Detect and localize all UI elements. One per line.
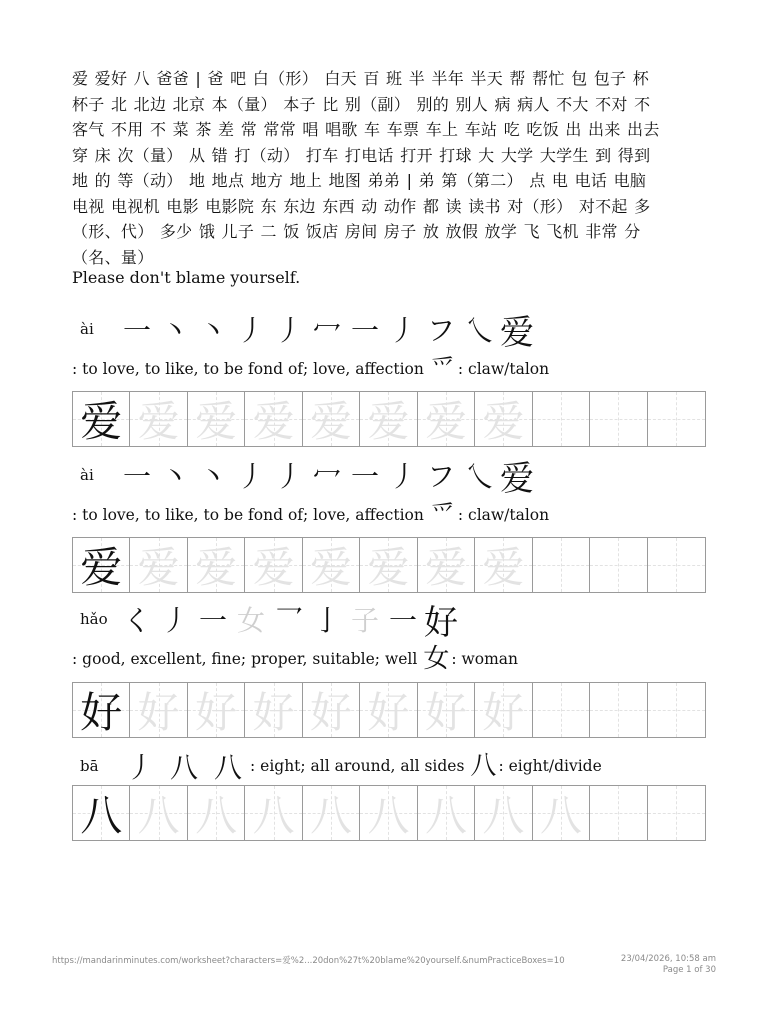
stroke-step: 丶: [160, 460, 189, 493]
radical-meaning: : claw/talon: [457, 360, 550, 378]
practice-box[interactable]: [73, 538, 130, 592]
trace-character: 爱: [195, 397, 238, 446]
stroke-step: 丿: [236, 314, 265, 347]
meaning-line: [72, 356, 549, 382]
trace-character: 爱: [367, 397, 410, 446]
trace-character: 爱: [195, 543, 238, 592]
model-character: 爱: [80, 543, 123, 592]
stroke-step: く: [122, 604, 151, 637]
stroke-step: 八: [169, 751, 198, 784]
vocabulary-line: （名、量）: [72, 247, 154, 267]
trace-character: 好: [310, 688, 353, 737]
pinyin-label: ài: [80, 466, 94, 484]
trace-character: [590, 538, 646, 592]
practice-box[interactable]: [360, 538, 417, 592]
trace-character: 爱: [252, 397, 295, 446]
practice-box[interactable]: [648, 786, 705, 840]
trace-character: 八: [482, 791, 525, 840]
trace-character: [533, 392, 589, 446]
practice-box[interactable]: [130, 683, 187, 737]
radical-glyph: 女: [423, 644, 450, 674]
stroke-step: 一: [122, 460, 151, 493]
stroke-step: 一: [198, 604, 227, 637]
stroke-final-character: 好: [424, 602, 458, 643]
practice-box[interactable]: [188, 683, 245, 737]
stroke-step: 丿: [160, 604, 189, 637]
practice-box[interactable]: [130, 392, 187, 446]
stroke-sequence: [118, 305, 536, 354]
stroke-step: 乀: [464, 460, 493, 493]
model-character: 八: [80, 791, 123, 840]
trace-character: 好: [482, 688, 525, 737]
trace-character: 八: [195, 791, 238, 840]
vocabulary-line: 电视 电视机 电影 电影院 东 东边 东西 动 动作 都 读 读书 对（形） 对不起 多: [72, 196, 651, 216]
trace-character: [648, 786, 705, 840]
stroke-step: 女: [236, 604, 265, 637]
practice-grid: [72, 537, 706, 593]
practice-box[interactable]: [590, 538, 647, 592]
practice-grid: [72, 391, 706, 447]
practice-box[interactable]: [245, 538, 302, 592]
stroke-step: 乀: [464, 314, 493, 347]
practice-box[interactable]: [245, 683, 302, 737]
practice-box[interactable]: [245, 786, 302, 840]
trace-character: 八: [367, 791, 410, 840]
stroke-order-row: [80, 596, 460, 642]
vocabulary-line: 穿 床 次（量） 从 错 打（动） 打车 打电话 打开 打球 大 大学 大学生 到 得到: [72, 145, 651, 165]
trace-character: [590, 683, 646, 737]
trace-character: 好: [252, 688, 295, 737]
vocabulary-list: [72, 66, 692, 270]
radical-meaning: : claw/talon: [457, 506, 550, 524]
stroke-step: 丿: [274, 460, 303, 493]
stroke-sequence: [118, 595, 460, 644]
radical-glyph: 爫: [429, 354, 456, 384]
trace-character: 八: [252, 791, 295, 840]
stroke-step: 丿: [125, 751, 154, 784]
trace-character: 爱: [424, 397, 467, 446]
trace-character: [648, 683, 705, 737]
practice-box[interactable]: [475, 392, 532, 446]
footer-page-number: Page 1 of 30: [662, 965, 716, 975]
vocabulary-line: 地 的 等（动） 地 地点 地方 地上 地图 弟弟 | 弟 第（第二） 点 电 电话 电脑: [72, 171, 647, 190]
trace-character: 八: [310, 791, 353, 840]
stroke-step: 丿: [388, 460, 417, 493]
pinyin-label: ài: [80, 320, 94, 338]
meaning-line: [72, 502, 549, 528]
practice-box[interactable]: [418, 683, 475, 737]
practice-box[interactable]: [533, 392, 590, 446]
stroke-step: 一: [122, 314, 151, 347]
practice-box[interactable]: [590, 392, 647, 446]
vocabulary-line: 爱 爱好 八 爸爸 | 爸 吧 白（形） 白天 百 班 半 半年 半天 帮 帮忙 包 包子 杯: [72, 69, 650, 88]
vocabulary-line: 杯子 北 北边 北京 本（量） 本子 比 别（副） 别的 别人 病 病人 不大 不对 不: [72, 94, 651, 114]
trace-character: 爱: [367, 543, 410, 592]
trace-character: 八: [539, 791, 582, 840]
meaning-text: : to love, to like, to be fond of; love, affection: [72, 360, 424, 378]
practice-box[interactable]: [533, 786, 590, 840]
footer-meta: [621, 954, 716, 976]
stroke-final-character: 爱: [500, 312, 534, 353]
practice-box[interactable]: [590, 786, 647, 840]
stroke-step: 丿: [236, 460, 265, 493]
meaning-text: : to love, to like, to be fond of; love, affection: [72, 506, 424, 524]
stroke-step: 冖: [312, 314, 341, 347]
stroke-step: 乛: [274, 604, 303, 637]
practice-box[interactable]: [130, 786, 187, 840]
pinyin-label: bā: [80, 757, 99, 775]
stroke-step: 丿: [274, 314, 303, 347]
practice-box[interactable]: [73, 786, 130, 840]
trace-character: 爱: [310, 397, 353, 446]
practice-box[interactable]: [360, 392, 417, 446]
trace-character: [533, 538, 589, 592]
stroke-step: 一: [388, 604, 417, 637]
stroke-order-row: [80, 746, 602, 786]
footer-url: https://mandarinminutes.com/worksheet?characters=爱%2...20don%27t%20blame%20yourself.&numPracticeBoxes=10: [52, 956, 565, 966]
practice-box[interactable]: [418, 392, 475, 446]
trace-character: 八: [137, 791, 180, 840]
vocabulary-line: （形、代） 多少 饿 儿子 二 饭 饭店 房间 房子 放 放假 放学 飞 飞机 非常 分: [72, 222, 641, 241]
trace-character: 爱: [137, 543, 180, 592]
practice-grid: [72, 785, 706, 841]
radical-meaning: : woman: [451, 650, 519, 668]
practice-box[interactable]: [360, 786, 417, 840]
trace-character: [648, 392, 705, 446]
practice-box[interactable]: [590, 683, 647, 737]
meaning-line: [72, 646, 518, 672]
practice-sentence: Please don't blame yourself.: [72, 268, 301, 287]
vocabulary-line: 客气 不用 不 菜 茶 差 常 常常 唱 唱歌 车 车票 车上 车站 吃 吃饭 出 出来 出去: [72, 120, 660, 139]
footer-datetime: 23/04/2026, 10:58 am: [620, 954, 716, 964]
stroke-final-character: 爱: [500, 458, 534, 499]
trace-character: 爱: [482, 397, 525, 446]
practice-box[interactable]: [188, 392, 245, 446]
stroke-step: 丶: [160, 314, 189, 347]
model-character: 好: [80, 688, 123, 737]
stroke-step: 冖: [312, 460, 341, 493]
trace-character: 爱: [252, 543, 295, 592]
meaning-text: : good, excellent, fine; proper, suitable; well: [72, 650, 418, 668]
practice-box[interactable]: [73, 392, 130, 446]
radical-meaning: : eight/divide: [498, 757, 602, 775]
trace-character: 爱: [482, 543, 525, 592]
stroke-step: 丿: [388, 314, 417, 347]
practice-box[interactable]: [188, 786, 245, 840]
practice-box[interactable]: [475, 538, 532, 592]
practice-box[interactable]: [73, 683, 130, 737]
pinyin-label: hǎo: [80, 610, 108, 628]
practice-box[interactable]: [188, 538, 245, 592]
stroke-step: 一: [350, 314, 379, 347]
stroke-step: 亅: [312, 604, 341, 637]
stroke-step: 丶: [198, 460, 227, 493]
trace-character: [590, 786, 646, 840]
practice-box[interactable]: [475, 683, 532, 737]
trace-character: 爱: [424, 543, 467, 592]
practice-box[interactable]: [475, 786, 532, 840]
trace-character: 好: [137, 688, 180, 737]
trace-character: 爱: [310, 543, 353, 592]
trace-character: 八: [424, 791, 467, 840]
practice-box[interactable]: [130, 538, 187, 592]
trace-character: [590, 392, 646, 446]
trace-character: 好: [424, 688, 467, 737]
practice-box[interactable]: [303, 786, 360, 840]
practice-box[interactable]: [533, 538, 590, 592]
practice-box[interactable]: [418, 538, 475, 592]
stroke-sequence: [118, 451, 536, 500]
practice-box[interactable]: [648, 392, 705, 446]
practice-box[interactable]: [303, 392, 360, 446]
stroke-step: フ: [426, 460, 455, 493]
practice-box[interactable]: [245, 392, 302, 446]
practice-grid: [72, 682, 706, 738]
stroke-order-row: [80, 306, 536, 352]
trace-character: 爱: [137, 397, 180, 446]
stroke-final-character: 八: [213, 751, 242, 784]
radical-glyph: 爫: [429, 500, 456, 530]
model-character: 爱: [80, 397, 123, 446]
trace-character: 好: [195, 688, 238, 737]
practice-box[interactable]: [418, 786, 475, 840]
meaning-text: : eight; all around, all sides: [250, 757, 465, 775]
stroke-step: 子: [350, 604, 379, 637]
practice-box[interactable]: [648, 683, 705, 737]
stroke-step: 丶: [198, 314, 227, 347]
stroke-order-row: [80, 452, 536, 498]
practice-box[interactable]: [303, 538, 360, 592]
practice-box[interactable]: [648, 538, 705, 592]
stroke-step: 一: [350, 460, 379, 493]
trace-character: 好: [367, 688, 410, 737]
stroke-step: フ: [426, 314, 455, 347]
practice-box[interactable]: [533, 683, 590, 737]
trace-character: [533, 683, 589, 737]
practice-box[interactable]: [360, 683, 417, 737]
trace-character: [648, 538, 705, 592]
radical-glyph: 八: [470, 751, 497, 781]
practice-box[interactable]: [303, 683, 360, 737]
